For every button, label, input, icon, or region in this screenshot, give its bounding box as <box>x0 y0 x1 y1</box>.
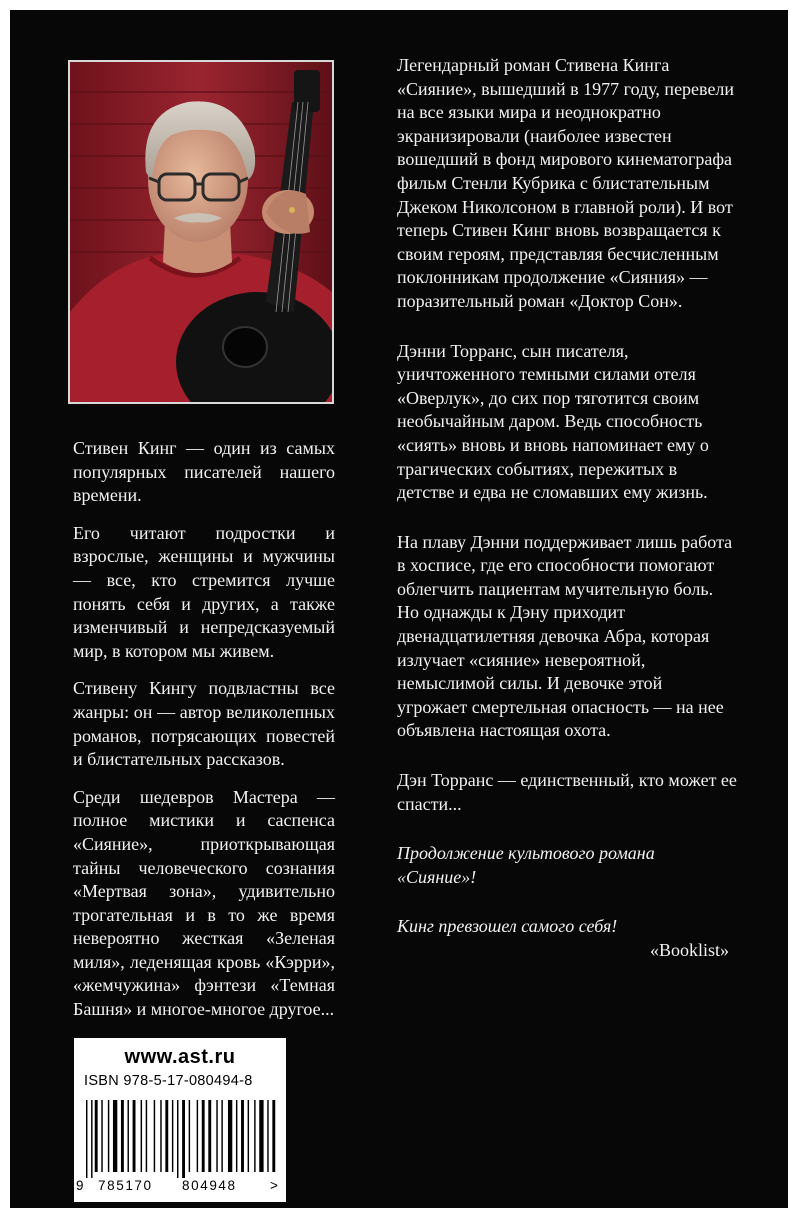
barcode-marker: > <box>270 1178 280 1193</box>
barcode-left-group: 785170 <box>98 1178 153 1193</box>
blurb-paragraph: Легендарный роман Стивена Кинга «Сияние», вышедший в 1977 году, перевели на все языки мира и неоднократно экранизировали (наиболее известен вошедший в фонд мирового кинематографа фильм Стенли Кубрика с блистательным Джеком Николсоном в главной роли). И вот теперь Стивен Кинг вновь возвращается к своим героям, представляя бесчисленным поклонникам продолжение «Сияния» — поразительный роман «Доктор Сон». <box>397 55 735 311</box>
author-bio <box>73 437 335 1036</box>
barcode-bar <box>113 1100 117 1172</box>
barcode-bar <box>86 1100 87 1178</box>
barcode-bar <box>202 1100 205 1172</box>
barcode-bar <box>101 1100 102 1172</box>
barcode-bar <box>146 1100 147 1172</box>
barcode-bar <box>128 1100 129 1172</box>
barcode-bar <box>91 1100 92 1178</box>
barcode-bar <box>189 1100 190 1172</box>
barcode-bar <box>95 1100 98 1172</box>
barcode-bar <box>141 1100 142 1172</box>
barcode-box <box>74 1038 286 1202</box>
back-cover <box>10 10 788 1208</box>
bio-paragraph: Стивену Кингу подвластны все жанры: он — автор великолепных романов, потрясающих повестей и блистательных рассказов. <box>73 678 335 770</box>
bio-paragraph: Стивен Кинг — один из самых популярных писателей нашего времени. <box>73 438 335 506</box>
barcode-bar <box>154 1100 155 1172</box>
barcode-right-group: 804948 <box>182 1178 237 1193</box>
barcode-bar <box>236 1100 237 1172</box>
book-blurb <box>397 54 737 963</box>
blurb-paragraph: Дэн Торранс — единственный, кто может ее спасти... <box>397 770 737 814</box>
barcode-bar <box>197 1100 198 1172</box>
barcode-bar <box>221 1100 222 1172</box>
blurb-paragraph: На плаву Дэнни поддерживает лишь работа в хосписе, где его способности помогают облегчить пациентам мучительную боль. Но однажды к Дэну приходит двенадцатилетняя девочка Абра, которая излучает «сияние» невероятной, немыслимой силы. И девочке этой угрожает смертельная опасность — на нее объявлена настоящая охота. <box>397 531 733 741</box>
blurb-paragraph: Дэнни Торранс, сын писателя, уничтоженного темными силами отеля «Оверлук», до сих пор тяготится своим необычайным даром. Ведь способность «сиять» вновь и вновь напоминает ему о трагических событиях, пережитых в детстве и едва не сломавших ему жизнь. <box>397 340 709 503</box>
barcode-bar <box>259 1100 263 1172</box>
barcode-bar <box>133 1100 136 1172</box>
barcode-bar <box>228 1100 232 1172</box>
barcode-icon-svg <box>84 1100 278 1178</box>
barcode-bar <box>160 1100 161 1172</box>
review-quote-source: «Booklist» <box>649 940 729 960</box>
barcode-bar <box>216 1100 217 1172</box>
bio-paragraph: Среди шедевров Мастера — полное мистики и саспенса «Сияние», приоткрывающая тайны человеческого сознания «Мертвая зона», удивительно трогательная и в то же время невероятно жесткая «Зеленая миля», леденящая кровь «Кэрри», «жемчужина» фэнтези «Темная Башня» и многое-многое другое... <box>73 786 335 1020</box>
barcode-first-digit: 9 <box>76 1178 86 1193</box>
review-quote-text: Кинг превзошел самого себя! <box>397 916 618 937</box>
barcode-bar <box>182 1100 185 1178</box>
barcode-bar <box>172 1100 173 1172</box>
barcode-bar <box>177 1100 178 1178</box>
barcode-bar <box>248 1100 249 1172</box>
barcode-bar <box>208 1100 211 1172</box>
isbn: ISBN 978-5-17-080494-8 <box>84 1073 253 1089</box>
author-photo-icon <box>70 62 332 402</box>
barcode-icon <box>84 1100 278 1178</box>
barcode-bar <box>267 1100 268 1172</box>
barcode-bar <box>254 1100 255 1172</box>
publisher-website: www.ast.ru <box>124 1046 236 1068</box>
tagline: Продолжение культового романа «Сияние»! <box>397 843 655 887</box>
bio-paragraph: Его читают подростки и взрослые, женщины и мужчины — все, кто стремится лучше понять себя и других, а также изменчивый и непредсказуемый мир, в котором мы живем. <box>73 522 335 661</box>
barcode-bar <box>165 1100 168 1172</box>
review-quote <box>397 915 737 962</box>
barcode-bar <box>241 1100 244 1172</box>
barcode-bar <box>108 1100 109 1172</box>
author-photo <box>68 60 334 404</box>
barcode-bar <box>272 1100 275 1172</box>
barcode-bar <box>121 1100 124 1172</box>
